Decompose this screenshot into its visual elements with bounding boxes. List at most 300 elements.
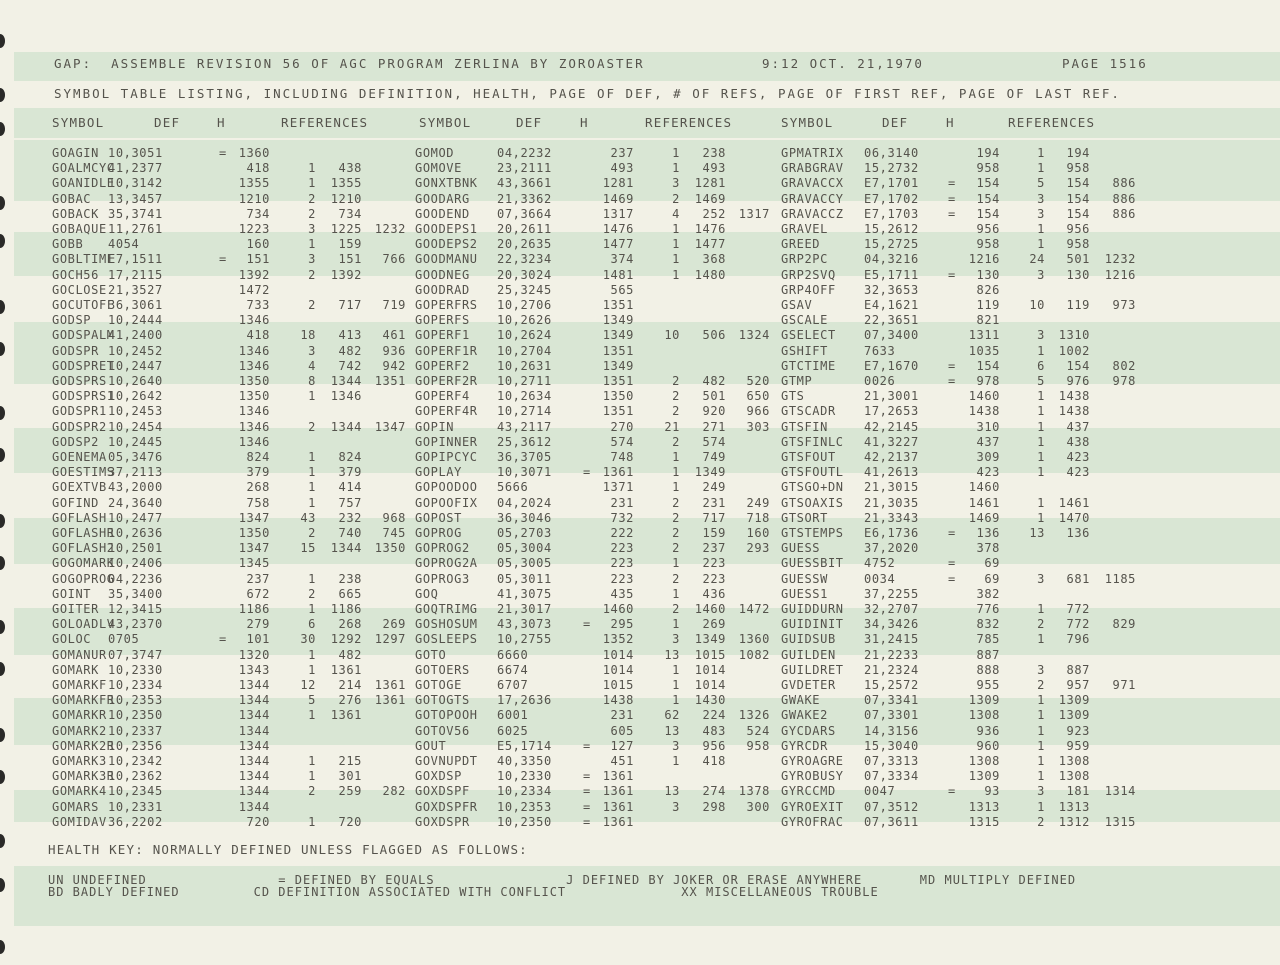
cell-definition: 35,3400 — [108, 586, 163, 601]
cell-def-page: 1476 — [602, 222, 634, 236]
cell-definition: 14,3156 — [864, 723, 919, 738]
cell-health: = — [219, 252, 227, 267]
cell-symbol: GUIDSUB — [781, 632, 836, 647]
cell-ref-count: 12 — [300, 678, 316, 692]
cell-def-page: 1460 — [968, 389, 1000, 404]
cell-definition: 41,2377 — [108, 161, 163, 176]
cell-ref-count: 2 — [672, 510, 680, 525]
cell-def-page: 1349 — [602, 313, 634, 328]
cell-definition: 10,2636 — [108, 526, 163, 540]
cell-symbol: GODSP — [52, 313, 92, 328]
cell-first-ref: 506 — [702, 328, 726, 343]
cell-definition: 21,3015 — [864, 480, 919, 495]
cell-symbol: GUIDINIT — [781, 617, 844, 632]
cell-first-ref: 824 — [338, 450, 362, 464]
cell-last-ref: 971 — [1112, 678, 1136, 692]
cell-first-ref: 501 — [1066, 252, 1090, 267]
cell-def-page: 418 — [246, 328, 270, 343]
cell-symbol: GOQTRIMG — [415, 602, 478, 616]
cell-health: = — [583, 738, 591, 753]
cell-definition: 15,2572 — [864, 678, 919, 692]
cell-first-ref: 742 — [338, 358, 362, 373]
cell-ref-count: 15 — [300, 541, 316, 556]
cell-first-ref: 1225 — [330, 222, 362, 236]
cell-symbol: GOVNUPDT — [415, 754, 478, 768]
cell-def-page: 378 — [976, 541, 1000, 556]
table-row — [0, 602, 1280, 617]
cell-symbol: GYCDARS — [781, 723, 836, 738]
cell-first-ref: 418 — [702, 754, 726, 768]
cell-first-ref: 223 — [702, 556, 726, 571]
cell-symbol: GSCALE — [781, 313, 828, 328]
cell-def-page: 748 — [610, 450, 634, 464]
cell-symbol: GTSOAXIS — [781, 495, 844, 510]
cell-ref-count: 2 — [672, 389, 680, 404]
table-row — [0, 344, 1280, 359]
cell-definition: 7633 — [864, 343, 896, 358]
cell-first-ref: 1281 — [694, 176, 726, 191]
cell-ref-count: 1 — [1037, 693, 1045, 708]
cell-definition: 10,2501 — [108, 541, 163, 556]
cell-symbol: GOPERF4R — [415, 404, 478, 419]
cell-ref-count: 2 — [308, 191, 316, 206]
cell-ref-count: 1 — [1037, 222, 1045, 236]
table-row — [0, 541, 1280, 556]
cell-definition: 32,2707 — [864, 602, 919, 616]
cell-def-page: 1315 — [968, 814, 1000, 829]
cell-definition: 10,2337 — [108, 723, 163, 738]
cell-symbol: GOMARKR — [52, 708, 107, 723]
cell-symbol: GWAKE — [781, 693, 821, 708]
cell-symbol: GODSP2 — [52, 434, 99, 449]
cell-def-page: 423 — [976, 465, 1000, 480]
cell-ref-count: 1 — [308, 480, 316, 495]
cell-ref-count: 2 — [308, 206, 316, 221]
cell-first-ref: 274 — [702, 784, 726, 799]
cell-definition: 07,3334 — [864, 769, 919, 784]
cell-def-page: 1361 — [602, 814, 634, 829]
cell-first-ref: 181 — [1066, 784, 1090, 799]
cell-last-ref: 300 — [746, 799, 770, 814]
cell-def-page: 1438 — [602, 693, 634, 708]
cell-symbol: GSAV — [781, 298, 813, 312]
cell-def-page: 832 — [976, 617, 1000, 632]
cell-symbol: GRP4OFF — [781, 282, 836, 297]
cell-definition: 43,2117 — [497, 419, 552, 434]
table-row — [0, 252, 1280, 267]
cell-def-page: 1351 — [602, 374, 634, 388]
cell-ref-count: 1 — [672, 465, 680, 480]
cell-symbol: GTCTIME — [781, 358, 836, 373]
cell-first-ref: 379 — [338, 465, 362, 480]
cell-def-page: 379 — [246, 465, 270, 480]
col-header-health: H — [946, 115, 955, 130]
cell-definition: 43,2370 — [108, 617, 163, 632]
cell-def-page: 435 — [610, 586, 634, 601]
cell-ref-count: 2 — [672, 374, 680, 388]
cell-ref-count: 1 — [672, 617, 680, 632]
cell-first-ref: 796 — [1066, 632, 1090, 647]
cell-def-page: 1344 — [238, 723, 270, 738]
cell-ref-count: 1 — [308, 450, 316, 464]
cell-def-page: 1345 — [238, 556, 270, 571]
cell-ref-count: 1 — [1037, 389, 1045, 404]
cell-symbol: GOODMANU — [415, 252, 478, 267]
cell-def-page: 1344 — [238, 708, 270, 723]
cell-def-page: 978 — [976, 374, 1000, 388]
cell-ref-count: 1 — [308, 465, 316, 480]
cell-symbol: GOEXTVB — [52, 480, 107, 495]
cell-definition: 10,2706 — [497, 298, 552, 312]
cell-ref-count: 2 — [1037, 814, 1045, 829]
cell-symbol: GRAVACCY — [781, 191, 844, 206]
cell-symbol: GOBACK — [52, 206, 99, 221]
cell-def-page: 1350 — [238, 389, 270, 404]
cell-first-ref: 214 — [338, 678, 362, 692]
cell-definition: 4054 — [108, 237, 140, 252]
cell-def-page: 1361 — [602, 465, 634, 480]
cell-first-ref: 437 — [1066, 419, 1090, 434]
cell-first-ref: 482 — [338, 343, 362, 358]
cell-definition: 6674 — [497, 662, 529, 677]
cell-definition: 15,2732 — [864, 161, 919, 176]
cell-health: = — [583, 814, 591, 829]
cell-definition: 11,2761 — [108, 222, 163, 236]
cell-symbol: GOFIND — [52, 495, 99, 510]
cell-symbol: GYRCCMD — [781, 784, 836, 799]
cell-symbol: GOALMCYC — [52, 161, 115, 176]
cell-last-ref: 160 — [746, 526, 770, 540]
cell-symbol: GOMOD — [415, 146, 455, 160]
cell-definition: 20,2611 — [497, 222, 552, 236]
cell-def-page: 69 — [984, 571, 1000, 586]
cell-def-page: 1350 — [602, 389, 634, 404]
cell-definition: 05,2703 — [497, 526, 552, 540]
cell-definition: 07,3341 — [864, 693, 919, 708]
table-row — [0, 496, 1280, 511]
cell-symbol: GOODARG — [415, 191, 470, 206]
cell-definition: 07,3313 — [864, 754, 919, 768]
cell-ref-count: 1 — [308, 662, 316, 677]
cell-def-page: 1346 — [238, 434, 270, 449]
cell-ref-count: 1 — [308, 647, 316, 662]
cell-ref-count: 1 — [1037, 434, 1045, 449]
cell-symbol: GREED — [781, 237, 821, 252]
cell-def-page: 1355 — [238, 176, 270, 191]
cell-def-page: 136 — [976, 526, 1000, 540]
cell-definition: 21,2324 — [864, 662, 919, 677]
cell-symbol: GOANIDLE — [52, 176, 115, 191]
cell-ref-count: 2 — [672, 191, 680, 206]
table-row — [0, 632, 1280, 647]
cell-first-ref: 231 — [702, 495, 726, 510]
cell-first-ref: 717 — [702, 510, 726, 525]
cell-definition: 6025 — [497, 723, 529, 738]
cell-def-page: 374 — [610, 252, 634, 267]
cell-last-ref: 520 — [746, 374, 770, 388]
cell-def-page: 1371 — [602, 480, 634, 495]
cell-definition: 05,3005 — [497, 556, 552, 571]
cell-definition: 10,2406 — [108, 556, 163, 571]
cell-definition: E6,1736 — [864, 526, 919, 540]
cell-def-page: 1352 — [602, 632, 634, 647]
cell-first-ref: 923 — [1066, 723, 1090, 738]
cell-def-page: 1344 — [238, 678, 270, 692]
cell-definition: 0026 — [864, 374, 896, 388]
cell-symbol: GOMARK2 — [52, 723, 107, 738]
cell-def-page: 237 — [610, 146, 634, 160]
cell-first-ref: 1477 — [694, 237, 726, 252]
cell-ref-count: 1 — [1037, 237, 1045, 252]
cell-symbol: GOXDSPFR — [415, 799, 478, 814]
cell-first-ref: 1438 — [1058, 404, 1090, 419]
cell-symbol: GRP2SVQ — [781, 267, 836, 282]
table-row — [0, 678, 1280, 693]
cell-symbol: GTSTEMPS — [781, 526, 844, 540]
cell-last-ref: 766 — [382, 252, 406, 267]
cell-def-page: 418 — [246, 161, 270, 176]
cell-last-ref: 1326 — [738, 708, 770, 723]
cell-symbol: GOFLASH — [52, 510, 107, 525]
cell-def-page: 1309 — [968, 693, 1000, 708]
cell-definition: 07,3301 — [864, 708, 919, 723]
cell-last-ref: 1314 — [1104, 784, 1136, 799]
cell-def-page: 231 — [610, 708, 634, 723]
cell-definition: 10,2454 — [108, 419, 163, 434]
cell-ref-count: 1 — [308, 769, 316, 784]
cell-symbol: GVDETER — [781, 678, 836, 692]
cell-def-page: 1313 — [968, 799, 1000, 814]
cell-ref-count: 1 — [1037, 602, 1045, 616]
cell-def-page: 1311 — [968, 328, 1000, 343]
cell-def-page: 1014 — [602, 647, 634, 662]
cell-definition: E5,1714 — [497, 738, 552, 753]
cell-symbol: GONXTBNK — [415, 176, 478, 191]
cell-symbol: GOTOGTS — [415, 693, 470, 708]
cell-def-page: 223 — [610, 541, 634, 556]
cell-symbol: GOPERFS — [415, 313, 470, 328]
cell-symbol: GOLOADLV — [52, 617, 115, 632]
cell-definition: E7,1703 — [864, 206, 919, 221]
cell-last-ref: 1472 — [738, 602, 770, 616]
cell-ref-count: 13 — [664, 723, 680, 738]
cell-symbol: GOBLTIME — [52, 252, 115, 267]
cell-definition: 05,3004 — [497, 541, 552, 556]
cell-ref-count: 43 — [300, 510, 316, 525]
col-header-health: H — [217, 115, 226, 130]
cell-symbol: GOMARK3R — [52, 769, 115, 784]
cell-first-ref: 1344 — [330, 541, 362, 556]
col-header-references: REFERENCES — [1008, 115, 1096, 130]
cell-def-page: 1344 — [238, 754, 270, 768]
cell-symbol: GODSPRET — [52, 358, 115, 373]
cell-first-ref: 423 — [1066, 465, 1090, 480]
cell-symbol: GYRCDR — [781, 738, 828, 753]
cell-first-ref: 501 — [702, 389, 726, 404]
cell-first-ref: 1210 — [330, 191, 362, 206]
cell-first-ref: 1308 — [1058, 769, 1090, 784]
cell-last-ref: 293 — [746, 541, 770, 556]
cell-health: = — [948, 526, 956, 540]
cell-def-page: 223 — [610, 556, 634, 571]
table-row — [0, 268, 1280, 283]
cell-symbol: GRAVEL — [781, 222, 828, 236]
table-row — [0, 404, 1280, 419]
cell-symbol: GOLOC — [52, 632, 92, 647]
cell-last-ref: 1351 — [374, 374, 406, 388]
cell-first-ref: 259 — [338, 784, 362, 799]
table-row — [0, 146, 1280, 161]
cell-symbol: GOPLAY — [415, 465, 462, 480]
cell-def-page: 1472 — [238, 282, 270, 297]
cell-last-ref: 886 — [1112, 191, 1136, 206]
cell-first-ref: 958 — [1066, 161, 1090, 176]
cell-ref-count: 1 — [1037, 419, 1045, 434]
table-row — [0, 693, 1280, 708]
cell-def-page: 1361 — [602, 769, 634, 784]
cell-definition: 37,2020 — [864, 541, 919, 556]
cell-first-ref: 1312 — [1058, 814, 1090, 829]
cell-health: = — [583, 799, 591, 814]
cell-last-ref: 1185 — [1104, 571, 1136, 586]
cell-symbol: GOMARK2R — [52, 738, 115, 753]
cell-first-ref: 223 — [702, 571, 726, 586]
cell-first-ref: 976 — [1066, 374, 1090, 388]
cell-symbol: GOPROG3 — [415, 571, 470, 586]
cell-first-ref: 720 — [338, 814, 362, 829]
cell-definition: E7,1511 — [108, 252, 163, 267]
cell-symbol: GTSGO+DN — [781, 480, 844, 495]
cell-last-ref: 968 — [382, 510, 406, 525]
cell-definition: 5666 — [497, 480, 529, 495]
cell-last-ref: 1317 — [738, 206, 770, 221]
cell-first-ref: 1349 — [694, 632, 726, 647]
cell-first-ref: 238 — [702, 146, 726, 160]
cell-ref-count: 6 — [1037, 358, 1045, 373]
cell-symbol: GUESS1 — [781, 586, 828, 601]
cell-health: = — [948, 358, 956, 373]
cell-ref-count: 1 — [672, 556, 680, 571]
cell-health: = — [948, 176, 956, 191]
table-row — [0, 480, 1280, 495]
cell-definition: 10,2330 — [497, 769, 552, 784]
cell-def-page: 936 — [976, 723, 1000, 738]
cell-definition: 43,3073 — [497, 617, 552, 632]
cell-definition: 04,2232 — [497, 146, 552, 160]
cell-ref-count: 2 — [672, 495, 680, 510]
cell-def-page: 279 — [246, 617, 270, 632]
cell-definition: 10,2642 — [108, 389, 163, 404]
cell-def-page: 295 — [610, 617, 634, 632]
cell-definition: 04,2024 — [497, 495, 552, 510]
cell-def-page: 672 — [246, 586, 270, 601]
cell-ref-count: 2 — [308, 419, 316, 434]
cell-symbol: GOMARK3 — [52, 754, 107, 768]
cell-first-ref: 1002 — [1058, 343, 1090, 358]
cell-def-page: 1460 — [968, 480, 1000, 495]
cell-last-ref: 1360 — [738, 632, 770, 647]
cell-symbol: GOMARK — [52, 662, 99, 677]
cell-def-page: 1460 — [602, 602, 634, 616]
cell-first-ref: 740 — [338, 526, 362, 540]
cell-definition: 05,3476 — [108, 450, 163, 464]
cell-definition: 41,2400 — [108, 328, 163, 343]
cell-def-page: 734 — [246, 206, 270, 221]
cell-symbol: GOPERF4 — [415, 389, 470, 404]
table-row — [0, 420, 1280, 435]
cell-first-ref: 1346 — [330, 389, 362, 404]
cell-first-ref: 887 — [1066, 662, 1090, 677]
cell-first-ref: 1308 — [1058, 754, 1090, 768]
cell-ref-count: 2 — [1037, 678, 1045, 692]
cell-definition: 06,3140 — [864, 146, 919, 160]
cell-definition: 10,3142 — [108, 176, 163, 191]
cell-ref-count: 1 — [308, 237, 316, 252]
cell-definition: E7,1670 — [864, 358, 919, 373]
cell-ref-count: 1 — [672, 450, 680, 464]
cell-def-page: 1351 — [602, 343, 634, 358]
cell-definition: 10,2714 — [497, 404, 552, 419]
cell-symbol: GOMARKF — [52, 678, 107, 692]
table-row — [0, 176, 1280, 191]
cell-first-ref: 154 — [1066, 358, 1090, 373]
cell-symbol: GOTO — [415, 647, 447, 662]
cell-symbol: GOCLOSE — [52, 282, 107, 297]
cell-symbol: GUILDRET — [781, 662, 844, 677]
cell-ref-count: 3 — [308, 252, 316, 267]
cell-last-ref: 269 — [382, 617, 406, 632]
cell-definition: 10,2334 — [108, 678, 163, 692]
cell-ref-count: 10 — [664, 328, 680, 343]
cell-first-ref: 269 — [702, 617, 726, 632]
cell-symbol: GOPERF1 — [415, 328, 470, 343]
cell-ref-count: 1 — [308, 389, 316, 404]
cell-definition: 10,2624 — [497, 328, 552, 343]
cell-first-ref: 1186 — [330, 602, 362, 616]
cell-def-page: 382 — [976, 586, 1000, 601]
cell-last-ref: 1361 — [374, 678, 406, 692]
cell-health: = — [948, 784, 956, 799]
cell-def-page: 1349 — [602, 358, 634, 373]
cell-first-ref: 717 — [338, 298, 362, 312]
cell-ref-count: 3 — [308, 343, 316, 358]
cell-last-ref: 1297 — [374, 632, 406, 647]
cell-definition: 10,3051 — [108, 146, 163, 160]
cell-first-ref: 1014 — [694, 662, 726, 677]
cell-health: = — [583, 769, 591, 784]
listing-subtitle: SYMBOL TABLE LISTING, INCLUDING DEFINITION, HEALTH, PAGE OF DEF, # OF REFS, PAGE OF FIRST REF, PAGE OF LAST REF. — [54, 86, 1121, 101]
cell-first-ref: 154 — [1066, 191, 1090, 206]
cell-first-ref: 757 — [338, 495, 362, 510]
cell-def-page: 1223 — [238, 222, 270, 236]
cell-definition: 10,2334 — [497, 784, 552, 799]
cell-symbol: GOPIPCYC — [415, 450, 478, 464]
cell-first-ref: 1460 — [694, 602, 726, 616]
cell-ref-count: 1 — [1037, 450, 1045, 464]
cell-def-page: 310 — [976, 419, 1000, 434]
cell-symbol: GOSLEEPS — [415, 632, 478, 647]
cell-def-page: 194 — [976, 146, 1000, 160]
cell-last-ref: 1324 — [738, 328, 770, 343]
cell-ref-count: 3 — [308, 222, 316, 236]
cell-ref-count: 3 — [1037, 784, 1045, 799]
cell-symbol: GOENEMA — [52, 450, 107, 464]
cell-ref-count: 3 — [1037, 191, 1045, 206]
cell-first-ref: 151 — [338, 252, 362, 267]
cell-ref-count: 13 — [1029, 526, 1045, 540]
cell-ref-count: 1 — [1037, 343, 1045, 358]
cell-def-page: 1351 — [602, 404, 634, 419]
